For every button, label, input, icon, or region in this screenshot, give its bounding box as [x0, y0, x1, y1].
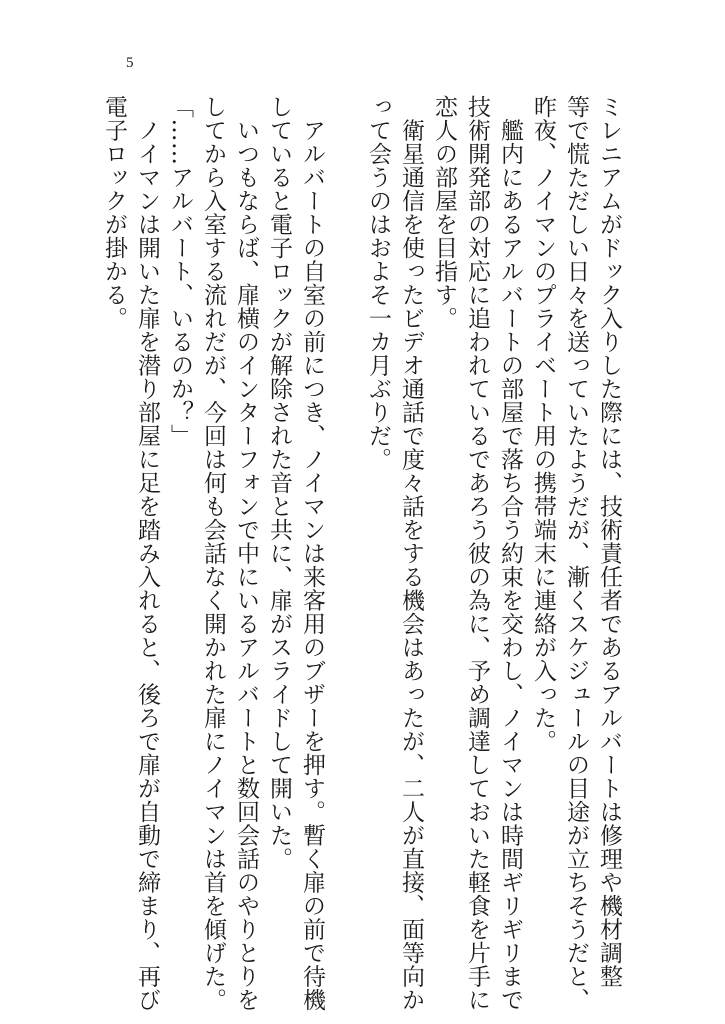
text-line: ミレニアムがドック入りした際には、技術責任者であるアルバートは修理や機材調整	[596, 95, 622, 988]
text-line: 電子ロックが掛かる。	[101, 95, 127, 330]
text-line: アルバートの自室の前につき、ノイマンは来客用のブザーを押す。暫く扉の前で待機	[299, 95, 325, 1012]
text-line: ノイマンは開いた扉を潜り部屋に足を踏み入れると、後ろで扉が自動で締まり、再び	[134, 95, 160, 1012]
text-line: 等で慌ただしい日々を送っていたようだが、漸くスケジュールの目途が立ちそうだと、	[563, 95, 589, 1012]
text-line: 「……アルバート、いるのか？」	[167, 95, 193, 448]
text-line: って会うのはおよそ一カ月ぶりだ。	[365, 95, 391, 471]
text-line: 艦内にあるアルバートの部屋で落ち合う約束を交わし、ノイマンは時間ギリギリまで	[497, 95, 523, 1012]
body-text	[97, 95, 625, 1012]
text-line: いつもならば、扉横のインターフォンで中にいるアルバートと数回会話のやりとりを	[233, 95, 259, 1012]
blank-line	[328, 95, 361, 975]
text-line: 技術開発部の対応に追われているであろう彼の為に、予め調達しておいた軽食を片手に	[464, 95, 490, 1012]
text-line: 恋人の部屋を目指す。	[431, 95, 457, 330]
text-line: 昨夜、ノイマンのプライベート用の携帯端末に連絡が入った。	[530, 95, 556, 753]
text-line: していると電子ロックが解除された音と共に、扉がスライドして開いた。	[266, 95, 292, 871]
text-line: 衛星通信を使ったビデオ通話で度々話をする機会はあったが、二人が直接、面等向か	[398, 95, 424, 1012]
text-line: してから入室する流れだが、今回は何も会話なく開かれた扉にノイマンは首を傾げた。	[200, 95, 226, 1012]
page-number: 5	[126, 55, 134, 71]
